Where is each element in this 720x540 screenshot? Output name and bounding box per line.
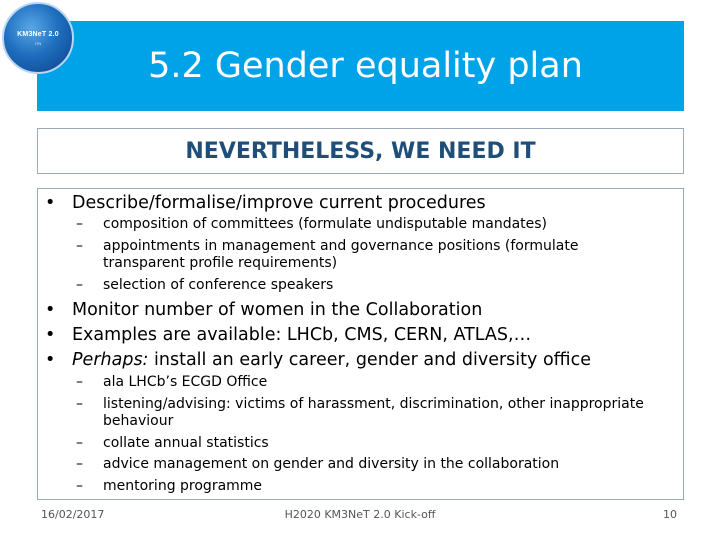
sub-item-text: mentoring programme — [103, 478, 263, 494]
sub-item — [76, 396, 678, 430]
bullet-dot-icon: • — [45, 350, 56, 370]
subtitle-box — [37, 128, 684, 174]
footer-page-number: 10 — [663, 508, 677, 521]
bullet-text: Describe/formalise/improve current procedures — [72, 193, 486, 213]
logo-text: KM3NeT 2.0 — [17, 31, 59, 38]
bullet-item — [45, 193, 486, 213]
footer-center: H2020 KM3NeT 2.0 Kick-off — [284, 508, 436, 521]
sub-item — [76, 478, 263, 495]
bullet-item — [45, 300, 483, 320]
km3net-logo — [2, 2, 74, 74]
sub-item-text: collate annual statistics — [103, 435, 269, 451]
bullet-dot-icon: • — [45, 325, 56, 345]
logo-subtext: ITN — [34, 41, 42, 46]
dash-icon: – — [76, 374, 83, 390]
sub-item — [76, 435, 269, 452]
bullet-dot-icon: • — [45, 193, 56, 213]
bullet-text: install an early career, gender and diversity office — [148, 350, 591, 370]
sub-item-text: appointments in management and governance positions (formulate transparent profile requirements) — [103, 238, 579, 271]
footer-date: 16/02/2017 — [41, 508, 105, 521]
title-bar — [37, 21, 684, 111]
bullet-item — [45, 350, 591, 370]
sub-item — [76, 277, 334, 294]
dash-icon: – — [76, 396, 83, 412]
dash-icon: – — [76, 478, 83, 494]
sub-item — [76, 456, 560, 473]
sub-item-text: advice management on gender and diversity in the collaboration — [103, 456, 560, 472]
content-box — [37, 188, 684, 500]
sub-item-text: selection of conference speakers — [103, 277, 334, 293]
sub-item-text: listening/advising: victims of harassment, discrimination, other inappropriate behaviour — [103, 396, 644, 429]
sub-item — [76, 216, 548, 233]
dash-icon: – — [76, 277, 83, 293]
dash-icon: – — [76, 456, 83, 472]
slide-title: 5.2 Gender equality plan — [148, 46, 583, 86]
slide-subtitle: NEVERTHELESS, WE NEED IT — [185, 138, 536, 164]
dash-icon: – — [76, 238, 83, 254]
bullet-text: Monitor number of women in the Collaboration — [72, 300, 483, 320]
sub-item — [76, 374, 268, 391]
sub-item-text: ala LHCb’s ECGD Office — [103, 374, 268, 390]
dash-icon: – — [76, 435, 83, 451]
sub-item-text: composition of committees (formulate undisputable mandates) — [103, 216, 548, 232]
bullet-text: Examples are available: LHCb, CMS, CERN, ATLAS,… — [72, 325, 532, 345]
sub-item — [76, 238, 643, 272]
bullet-item — [45, 325, 532, 345]
bullet-emphasis: Perhaps: — [72, 350, 149, 370]
dash-icon: – — [76, 216, 83, 232]
bullet-dot-icon: • — [45, 300, 56, 320]
